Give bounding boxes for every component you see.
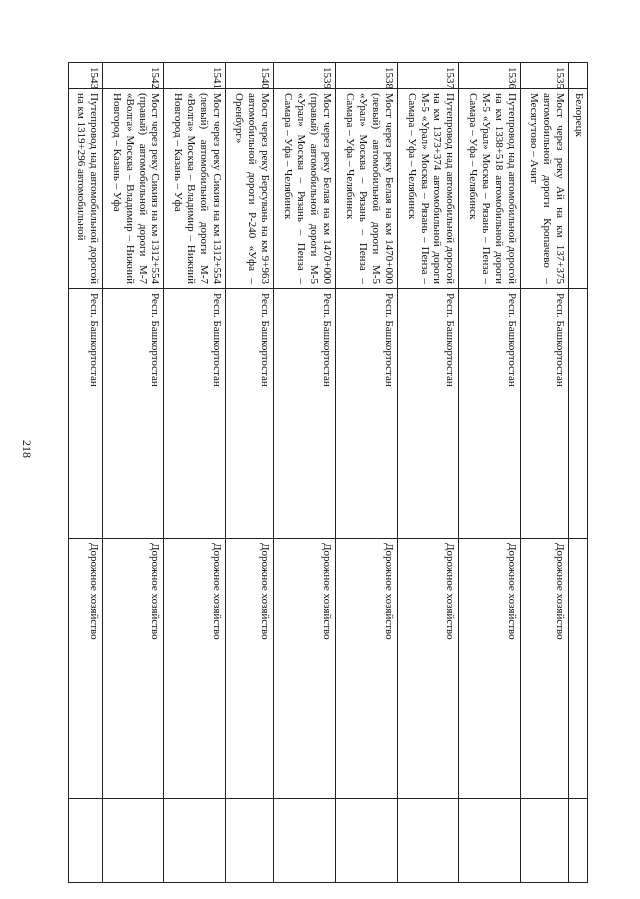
region: Респ. Башкортостан [335,289,397,539]
row-number: 1541 [164,63,226,89]
table-cell-empty [521,799,569,883]
table-cell-empty [335,799,397,883]
table-row [459,63,521,883]
table-row [164,63,226,883]
region: Респ. Башкортостан [164,289,226,539]
object-name: Мост через реку Сикияз на км 1312+554 (правый) автомобильной дороги М-7 «Волга» Москва – Владимир – Нижний Новгород – Казань – Уфа [102,89,164,289]
table-cell-empty [569,539,588,799]
row-number: 1540 [226,63,274,89]
region: Респ. Башкортостан [274,289,336,539]
table-row [102,63,164,883]
owner: Дорожное хозяйство [397,539,459,799]
object-name: Путепровод над автомобильной дорогой на км 1319+296 автомобильной [69,89,103,289]
object-name: Путепровод над автомобильной дорогой на км 1338+518 автомобильной дороги М-5 «Урал» Москва – Рязань – Пенза – Самара – Уфа – Челябинск [459,89,521,289]
table-cell-empty [459,799,521,883]
row-number: 1539 [274,63,336,89]
row-number: 1543 [69,63,103,89]
rotated-table-container [68,62,588,882]
table-cell-empty [164,799,226,883]
row-number: 1535 [521,63,569,89]
objects-table [68,62,588,883]
table-cell-empty [102,799,164,883]
object-name: Мост через реку Ай на км 137+375 автомобильной дороги Кропачево – Месягутово – Ачит [521,89,569,289]
region: Респ. Башкортостан [459,289,521,539]
region: Респ. Башкортостан [69,289,103,539]
table-cell-empty [69,799,103,883]
table-cell-empty [569,289,588,539]
table-row [521,63,569,883]
table-row [397,63,459,883]
table-cell-empty [226,799,274,883]
owner: Дорожное хозяйство [69,539,103,799]
owner: Дорожное хозяйство [226,539,274,799]
table-header-row [569,63,588,883]
owner: Дорожное хозяйство [521,539,569,799]
region: Респ. Башкортостан [226,289,274,539]
region: Респ. Башкортостан [397,289,459,539]
row-number: 1536 [459,63,521,89]
object-name: Мост через реку Берсувань на км 9+963 автомобильной дороги Р-240 «Уфа – Оренбург» [226,89,274,289]
table-row [274,63,336,883]
owner: Дорожное хозяйство [164,539,226,799]
table-cell-empty [569,63,588,89]
object-name: Мост через реку Белая на км 1470+000 (левый) автомобильной дороги М-5 «Урал» Москва – Рязань – Пенза – Самара – Уфа – Челябинск [335,89,397,289]
owner: Дорожное хозяйство [102,539,164,799]
row-number: 1538 [335,63,397,89]
page-number: 218 [20,440,34,458]
object-name: Мост через реку Сикияз на км 1312+554 (левый) автомобильной дороги М-7 «Волга» Москва – Владимир – Нижний Новгород – Казань – Уфа [164,89,226,289]
continuation-label: Белорецк [569,89,588,289]
owner: Дорожное хозяйство [335,539,397,799]
row-number: 1542 [102,63,164,89]
object-name: Мост через реку Белая на км 1470+000 (правый) автомобильной дороги М-5 «Урал» Москва – Рязань – Пенза – Самара – Уфа – Челябинск [274,89,336,289]
table-cell-empty [274,799,336,883]
table-row [69,63,103,883]
table-cell-empty [397,799,459,883]
table-row [226,63,274,883]
owner: Дорожное хозяйство [274,539,336,799]
table-row [335,63,397,883]
object-name: Путепровод над автомобильной дорогой на км 1373+374 автомобильной дороги М-5 «Урал» Москва – Рязань – Пенза – Самара – Уфа – Челябинск [397,89,459,289]
region: Респ. Башкортостан [521,289,569,539]
region: Респ. Башкортостан [102,289,164,539]
owner: Дорожное хозяйство [459,539,521,799]
row-number: 1537 [397,63,459,89]
table-cell-empty [569,799,588,883]
